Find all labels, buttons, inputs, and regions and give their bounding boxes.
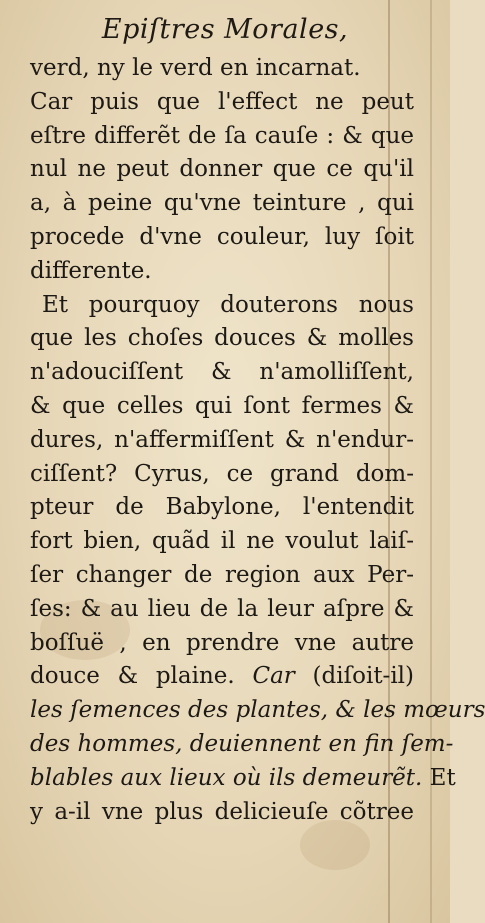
text-line: nul ne peut donner que ce qu'il: [30, 156, 414, 183]
text-line: procede d'vne couleur, luy ſoit: [30, 223, 414, 250]
text-line: boſſuë , en prendre vne autre: [30, 629, 414, 656]
italic-quote-line: les ſemences des plantes, & les mœurs: [30, 697, 485, 724]
text-line: y a-il vne plus delicieuſe cõtree: [30, 798, 414, 825]
text-line: ſer changer de region aux Per-: [30, 561, 414, 588]
text-run: Et: [429, 764, 456, 791]
italic-quote-line: des hommes, deuiennent en fin ſem-: [30, 730, 454, 757]
text-line: ciſſent? Cyrus, ce grand dom-: [30, 460, 414, 487]
text-run: douce & plaine.: [30, 663, 235, 690]
text-line: a, à peine qu'vne teinture , qui: [30, 190, 414, 217]
text-line: fort bien, quãd il ne voulut laiſ-: [30, 528, 414, 555]
text-line: [30, 762, 456, 796]
text-line: & que celles qui ſont fermes &: [30, 392, 414, 419]
text-line: ſes: & au lieu de la leur aſpre &: [30, 595, 414, 622]
text-line: pteur de Babylone, l'entendit: [30, 494, 414, 521]
text-line: verd, ny le verd en incarnat.: [30, 55, 361, 81]
text-run: (diſoit-il): [312, 663, 415, 690]
text-line: differente.: [30, 257, 152, 284]
italic-word: Car: [252, 663, 295, 690]
running-title: Epiſtres Morales,: [101, 14, 349, 45]
paragraph-start-line: Et pourquoy douterons nous: [42, 291, 414, 318]
text-line: eſtre differẽt de ſa cauſe : & que: [30, 122, 414, 149]
text-line: que les choſes douces & molles: [30, 325, 414, 352]
text-line: [30, 660, 414, 694]
text-line: n'adouciſſent & n'amolliſſent,: [30, 359, 414, 386]
body-text: [30, 52, 485, 829]
text-line: dures, n'affermiſſent & n'endur-: [30, 426, 414, 453]
text-line: Car puis que l'effect ne peut: [30, 88, 414, 115]
italic-quote-run: blables aux lieux où ils demeurẽt.: [30, 764, 423, 791]
